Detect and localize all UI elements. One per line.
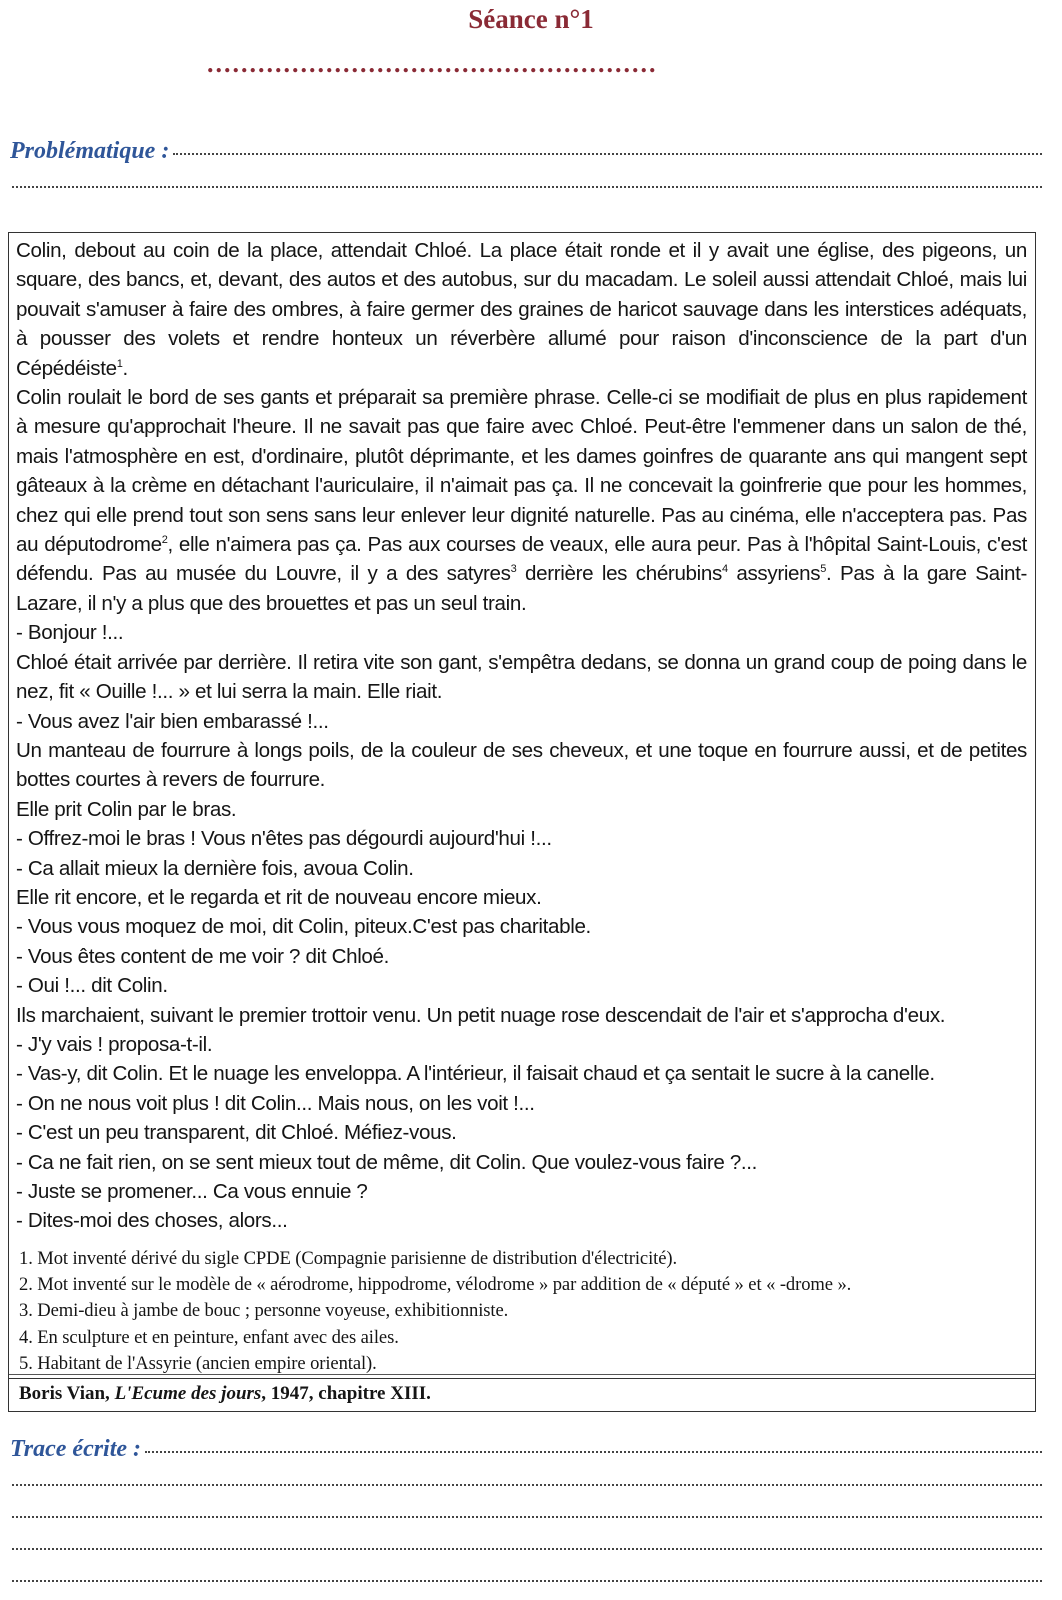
dialogue-line: Ils marchaient, suivant le premier trottoir venu. Un petit nuage rose descendait de l'air et s'approcha d'eux.	[16, 1003, 946, 1027]
title-dotted-line: .....................................................	[207, 54, 658, 74]
footnote-4: 4. En sculpture et en peinture, enfant avec des ailes.	[19, 1326, 399, 1348]
trace-ecrite-row	[10, 1436, 1042, 1463]
dialogue-line: Elle rit encore, et le regarda et rit de nouveau encore mieux.	[16, 885, 542, 909]
dialogue-line: - Vous êtes content de me voir ? dit Chloé.	[16, 944, 390, 968]
dialogue-line: - Vous vous moquez de moi, dit Colin, piteux.C'est pas charitable.	[16, 915, 591, 939]
dialogue-line: - Dites-moi des choses, alors...	[16, 1209, 288, 1233]
trace-ecrite-label: Trace écrite :	[10, 1436, 142, 1462]
dialogue-line: - J'y vais ! proposa-t-il.	[16, 1032, 213, 1056]
trace-ecrite-answer-line-3[interactable]	[12, 1516, 1042, 1518]
dialogue-line: - On ne nous voit plus ! dit Colin... Mais nous, on les voit !...	[16, 1091, 535, 1115]
dialogue-line: - Ca ne fait rien, on se sent mieux tout de même, dit Colin. Que voulez-vous faire ?...	[16, 1150, 758, 1174]
dialogue-line: - Ca allait mieux la dernière fois, avoua Colin.	[16, 856, 414, 880]
dialogue-line: - Offrez-moi le bras ! Vous n'êtes pas dégourdi aujourd'hui !...	[16, 827, 552, 851]
footnote-ref-4: 4	[721, 563, 728, 576]
dialogue-line: Elle prit Colin par le bras.	[16, 797, 237, 821]
footnotes	[9, 1246, 1035, 1377]
text-excerpt-box	[8, 232, 1036, 1412]
footnote-ref-5: 5	[820, 563, 826, 576]
footnote-ref-1: 1	[116, 357, 123, 370]
footnote-ref-3: 3	[510, 563, 517, 576]
problematique-answer-line[interactable]	[173, 152, 1042, 155]
footnote-ref-2: 2	[161, 534, 168, 547]
problematique-row	[10, 138, 1042, 165]
trace-ecrite-answer-line-5[interactable]	[12, 1580, 1042, 1582]
dialogue-line: - Vas-y, dit Colin. Et le nuage les enveloppa. A l'intérieur, il faisait chaud et ça sentait le sucre à la canelle.	[16, 1062, 935, 1086]
problematique-label: Problématique :	[10, 138, 170, 164]
problematique-answer-line-2[interactable]	[12, 186, 1042, 188]
trace-ecrite-answer-line[interactable]	[145, 1450, 1042, 1453]
dialogue-line: - Juste se promener... Ca vous ennuie ?	[16, 1180, 368, 1203]
paragraph-4: Un manteau de fourrure à longs poils, de la couleur de ses cheveux, et une toque en fourrure aussi, et de petites bottes courtes à revers de fourrure.	[16, 738, 1027, 792]
trace-ecrite-answer-line-4[interactable]	[12, 1548, 1042, 1550]
dialogue-line: - Oui !... dit Colin.	[16, 974, 168, 998]
source-divider	[9, 1374, 1035, 1375]
page-title: Séance n°1	[468, 4, 594, 34]
paragraph-1: Colin, debout au coin de la place, attendait Chloé. La place était ronde et il y avait une église, des pigeons, un square, des bancs, et, devant, des autos et des autobus, sur du macadam. Le soleil aussi attendait Chloé, mais lui pouvait s'amuser à faire des ombres, à faire germer des graines de haricot sauvage dans les interstices adéquats, à pousser des volets et rendre honteux un réverbère allumé pour raison d'inconscience de la part d'un Cépédéiste$^1$.	[16, 239, 1027, 380]
paragraph-3: Chloé était arrivée par derrière. Il retira vite son gant, s'empêtra dedans, se donna un grand coup de poing dans le nez, fit « Ouille !... » et lui serra la main. Elle riait.	[16, 650, 1027, 704]
footnote-5: 5. Habitant de l'Assyrie (ancien empire oriental).	[19, 1353, 377, 1374]
source-citation: Boris Vian, L'Ecume des jours, 1947, chapitre XIII.	[9, 1378, 1035, 1411]
footnote-2: 2. Mot inventé sur le modèle de « aérodrome, hippodrome, vélodrome » par addition de « député » et « -drome ».	[19, 1274, 852, 1296]
footnote-3: 3. Demi-dieu à jambe de bouc ; personne voyeuse, exhibitionniste.	[19, 1300, 509, 1322]
dialogue-line: - Vous avez l'air bien embarassé !...	[16, 709, 329, 733]
trace-ecrite-answer-line-2[interactable]	[12, 1484, 1042, 1486]
dialogue-line: - C'est un peu transparent, dit Chloé. Méfiez-vous.	[16, 1121, 457, 1145]
excerpt-text	[9, 233, 1035, 1236]
paragraph-2: Colin roulait le bord de ses gants et préparait sa première phrase. Celle-ci se modifiait de plus en plus rapidement à mesure qu'approchait l'heure. Il ne savait pas que faire avec Chloé. Peut-être l'emmener dans un salon de thé, mais l'atmosphère en est, d'ordinaire, plutôt déprimante, et les dames goinfres de quarante ans qui mangent sept gâteaux à la crème en détachant l'auriculaire, il n'aimait pas ça. Il ne concevait la goinfrerie que pour les hommes, chez qui elle prend tout son sens sans leur enlever leur dignité naturelle. Pas au cinéma, elle n'acceptera pas. Pas au députodrome$^2$, elle n'aimera pas ça. Pas aux courses de veaux, elle aura peur. Pas à l'hôpital Saint-Louis, c'est défendu. Pas au musée du Louvre, il y a des satyres$^3$ derrière les chérubins$^4$ assyriens$^5$. Pas à la gare Saint-Lazare, il n'y a plus que des brouettes et pas un seul train.	[16, 386, 1027, 615]
footnote-1: 1. Mot inventé dérivé du sigle CPDE (Compagnie parisienne de distribution d'électricité).	[19, 1247, 677, 1269]
dialogue-line: - Bonjour !...	[16, 621, 124, 645]
